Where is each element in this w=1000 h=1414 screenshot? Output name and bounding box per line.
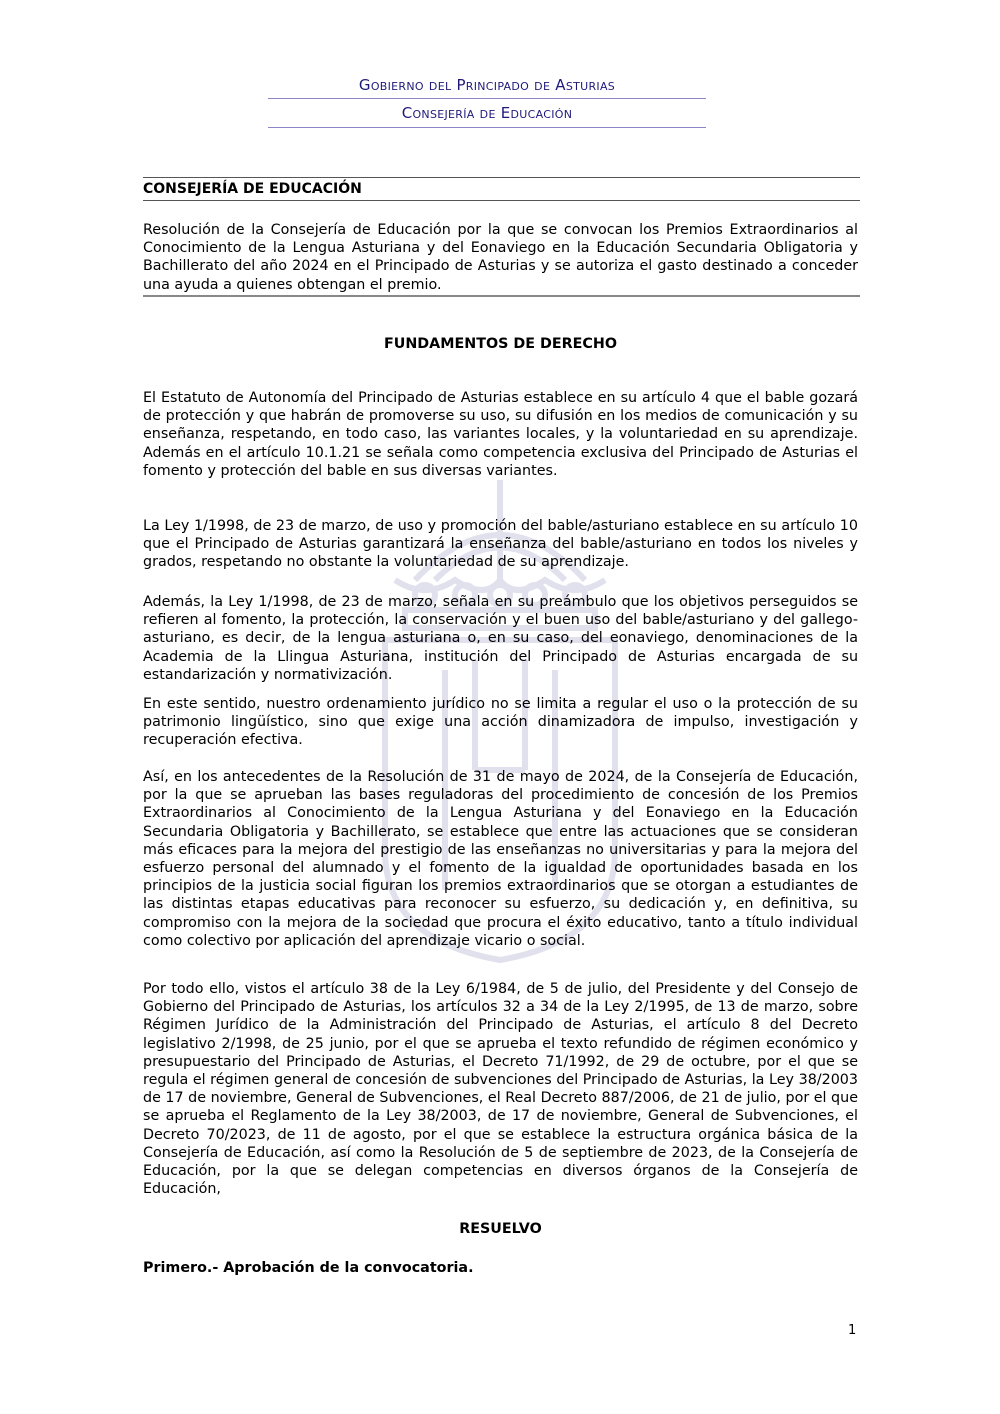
section-title: CONSEJERÍA DE EDUCACIÓN [143, 181, 362, 197]
paragraph-4 [143, 695, 858, 750]
department-name: Consejería de Educación [401, 104, 573, 122]
resolution-title-text: Resolución de la Consejería de Educación por la que se convocan los Premios Extraordinarios al Conocimiento de la Lengua Asturiana y del Eonaviego en la Educación Secundaria Obligatoria y Bachillerato del año 2024 en el Principado de Asturias y se autoriza el gasto destinado a conceder una ayuda a quienes obtengan el premio. [143, 222, 858, 293]
paragraph-2 [143, 517, 858, 572]
resolution-rule [143, 295, 860, 297]
paragraph-text: El Estatuto de Autonomía del Principado de Asturias establece en su artículo 4 que el bable gozará de protección y que habrán de promoverse su uso, su difusión en los medios de comunicación y su enseñanza, respetando, en todo caso, las variantes locales, y la voluntariedad en su aprendizaje. Además en el artículo 10.1.21 se señala como competencia exclusiva del Principado de Asturias el fomento y protección del bable en sus diversas variantes. [143, 390, 858, 479]
government-name: Gobierno del Principado de Asturias [358, 76, 616, 94]
paragraph-text: La Ley 1/1998, de 23 de marzo, de uso y promoción del bable/asturiano establece en su artículo 10 que el Principado de Asturias garantizará la enseñanza del bable/asturiano en todos los niveles y grados, respetando no obstante la voluntariedad de su aprendizaje. [143, 518, 858, 571]
header-divider-bottom [268, 127, 706, 128]
section-rule-top [143, 177, 860, 178]
section-rule-bottom [143, 200, 860, 201]
paragraph-1 [143, 389, 858, 480]
fundamentos-heading: FUNDAMENTOS DE DERECHO [383, 336, 618, 352]
resuelvo-heading: RESUELVO [459, 1221, 542, 1237]
paragraph-5 [143, 768, 858, 950]
paragraph-text: Por todo ello, vistos el artículo 38 de la Ley 6/1984, de 5 de julio, del Presidente y del Consejo de Gobierno del Principado de Asturias, los artículos 32 a 34 de la Ley 2/1995, de 13 de marzo, sobre Régimen Jurídico de la Administración del Principado de Asturias, el artículo 8 del Decreto legislativo 2/1998, de 25 junio, por el que se aprueba el texto refundido de régimen económico y presupuestario del Principado de Asturias, el Decreto 71/1992, de 29 de octubre, por el que se regula el régimen general de concesión de subvenciones del Principado de Asturias, la Ley 38/2003 de 17 de noviembre, General de Subvenciones, el Real Decreto 887/2006, de 21 de julio, por el que se aprueba el Reglamento de la Ley 38/2003, de 17 de noviembre, General de Subvenciones, el Decreto 70/2023, de 11 de agosto, por el que se establece la estructura orgánica básica de la Consejería de Educación, así como la Resolución de 5 de septiembre de 2023, de la Consejería de Educación, por la que se delegan competencias en diversos órganos de la Consejería de Educación, [143, 981, 858, 1198]
paragraph-6 [143, 980, 858, 1198]
resolution-title [143, 221, 858, 294]
letterhead [268, 74, 706, 128]
paragraph-text: Además, la Ley 1/1998, de 23 de marzo, señala en su preámbulo que los objetivos perseguidos se refieren al fomento, la protección, la conservación y el buen uso del bable/asturiano y del gallego-asturiano, es decir, de la lengua asturiana o, en su caso, del eonaviego, denominaciones de la Academia de la Llingua Asturiana, institución del Principado de Asturias encargada de su estandarización y normativización. [143, 594, 858, 683]
paragraph-text: En este sentido, nuestro ordenamiento jurídico no se limita a regular el uso o la protección de su patrimonio lingüístico, sino que exige una acción dinamizadora de impulso, investigación y recuperación efectiva. [143, 696, 858, 749]
paragraph-text: Así, en los antecedentes de la Resolución de 31 de mayo de 2024, de la Consejería de Educación, por la que se aprueban las bases reguladoras del procedimiento de concesión de los Premios Extraordinarios al Conocimiento de la Lengua Asturiana y del Eonaviego en la Educación Secundaria Obligatoria y Bachillerato, se establece que entre las actuaciones que se consideran más eficaces para la mejora del prestigio de las enseñanzas no universitarias y para la mejora del esfuerzo personal del alumnado y el fomento de la igualdad de oportunidades basada en los principios de la justicia social figuran los premios extraordinarios que se otorgan a estudiantes de las distintas etapas educativas para reconocer su esfuerzo, su dedicación y, en definitiva, su compromiso con la mejora de la sociedad que procura el éxito educativo, tanto a título individual como colectivo por aplicación del aprendizaje vicario o social. [143, 769, 858, 949]
page-number: 1 [848, 1323, 857, 1338]
first-item-heading: Primero.- Aprobación de la convocatoria. [143, 1260, 474, 1276]
paragraph-3 [143, 593, 858, 684]
